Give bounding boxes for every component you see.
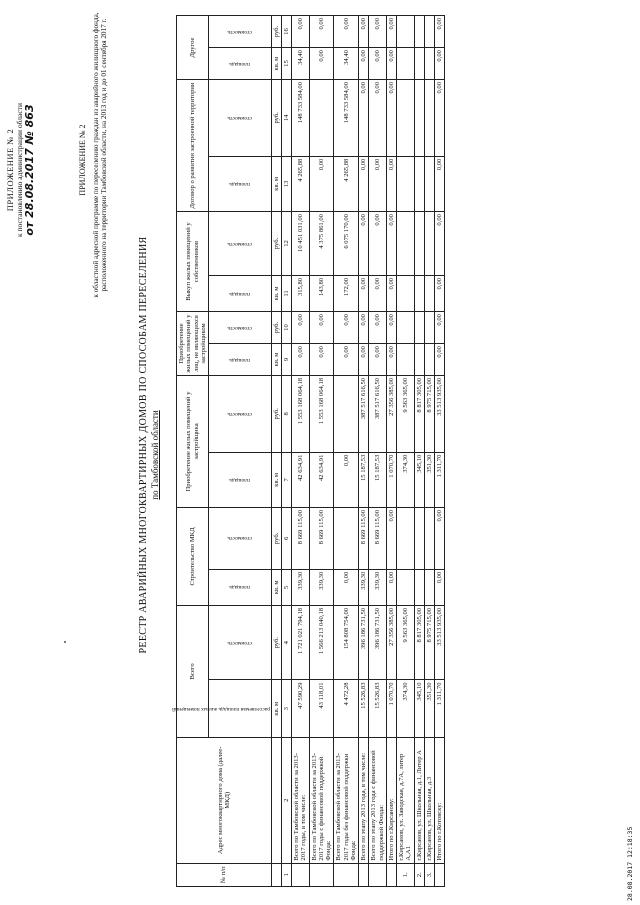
row-number xyxy=(334,863,359,886)
column-number: 5 xyxy=(282,569,292,605)
subheader-cost: стоимость xyxy=(209,375,272,452)
table-cell: 154 808 754,00 xyxy=(334,605,359,680)
registry-body xyxy=(292,16,445,887)
subheader-area: площадь xyxy=(209,156,272,211)
table-row xyxy=(292,16,310,887)
table-cell xyxy=(397,16,415,48)
column-number: 8 xyxy=(282,375,292,452)
table-row xyxy=(309,16,334,887)
table-cell xyxy=(397,48,415,80)
col-header-construction: Строительство МКД xyxy=(177,507,209,605)
table-cell: 0,00 xyxy=(359,16,369,48)
table-cell: 387 517 616,50 xyxy=(359,375,369,452)
table-cell xyxy=(424,507,434,569)
table-cell: 0,00 xyxy=(386,275,396,311)
table-cell: 0,00 xyxy=(386,16,396,48)
col-header-acquisition-developer: Приобретение жилых помещений у застройщика xyxy=(177,375,209,507)
document-title: РЕЕСТР АВАРИЙНЫХ МНОГОКВАРТИРНЫХ ДОМОВ ПО СПОСОБАМ ПЕРЕСЕЛЕНИЯ xyxy=(138,236,149,654)
column-number: 16 xyxy=(282,16,292,48)
table-cell xyxy=(424,16,434,48)
table-cell: 27 356 385,00 xyxy=(386,375,396,452)
column-number: 13 xyxy=(282,156,292,211)
table-cell: 8 669 115,00 xyxy=(309,507,334,569)
table-cell: 8 669 115,00 xyxy=(292,507,310,569)
column-number: 7 xyxy=(282,452,292,507)
table-cell xyxy=(334,507,359,569)
table-cell: 339,30 xyxy=(309,569,334,605)
unit-sqm: кв. м xyxy=(272,156,282,211)
table-cell: 0,00 xyxy=(309,156,334,211)
column-number: 10 xyxy=(282,312,292,344)
table-cell: 0,00 xyxy=(309,344,334,376)
table-cell xyxy=(397,275,415,311)
table-cell: 396 186 731,50 xyxy=(359,605,369,680)
subheader-cost: стоимость xyxy=(209,212,272,276)
table-cell: 33 513 935,00 xyxy=(435,605,445,680)
column-number: 4 xyxy=(282,605,292,680)
table-cell: 47 590,29 xyxy=(292,680,310,737)
document-subtitle: по Тамбовской области xyxy=(150,410,160,500)
table-cell: 0,00 xyxy=(334,569,359,605)
table-cell: 0,00 xyxy=(435,275,445,311)
table-row xyxy=(359,16,369,887)
table-cell: 1 566 213 040,18 xyxy=(309,605,334,680)
row-number xyxy=(386,863,396,886)
appendix-title-2: ПРИЛОЖЕНИЕ № 2 xyxy=(78,124,87,196)
table-cell: 0,00 xyxy=(435,507,445,569)
col-header-buyout: Выкуп жилых помещений у собственников xyxy=(177,212,209,312)
appendix-resolution-line: к постановлению администрации области xyxy=(14,103,24,237)
table-cell: 0,00 xyxy=(369,344,387,376)
table-row xyxy=(334,16,359,887)
column-number: 14 xyxy=(282,80,292,157)
table-cell: 0,00 xyxy=(359,275,369,311)
table-cell xyxy=(397,312,415,344)
table-cell: 351,30 xyxy=(424,452,434,507)
table-row xyxy=(369,16,387,887)
table-cell xyxy=(397,212,415,276)
unit-sqm: кв. м xyxy=(272,48,282,80)
table-cell: 1 311,70 xyxy=(435,452,445,507)
table-row xyxy=(397,16,415,887)
table-cell xyxy=(309,80,334,157)
column-number: 2 xyxy=(282,737,292,863)
table-cell: 1 553 168 064,18 xyxy=(309,375,334,452)
table-cell: 0,00 xyxy=(359,156,369,211)
unit-sqm: кв. м xyxy=(272,275,282,311)
table-cell: 27 356 385,00 xyxy=(386,605,396,680)
print-timestamp: 28.08.2017 12:18:35 xyxy=(626,826,634,901)
subheader-cost: стоимость xyxy=(209,16,272,48)
table-cell: 0,00 xyxy=(386,156,396,211)
units-row xyxy=(272,16,282,887)
table-cell: 8 975 715,00 xyxy=(424,375,434,452)
table-cell xyxy=(424,275,434,311)
col-header-address: Адрес многоквартирного дома (далее- МКД) xyxy=(177,737,272,863)
row-address: Всего по этапу 2013 года, в том числе: xyxy=(359,737,369,863)
table-cell: 15 187,53 xyxy=(359,452,369,507)
appendix-description: к областной адресной программе по переселению граждан из аварийного жилищного фонда, расположенного на территории Тамбовской области, на 2013 год и до 01 сентября 2017 г. xyxy=(92,12,109,298)
subheader-area: площадь xyxy=(209,48,272,80)
table-cell: 4 265,88 xyxy=(292,156,310,211)
table-row xyxy=(435,16,445,887)
table-row xyxy=(386,16,396,887)
row-number xyxy=(435,863,445,886)
row-address: Итого по г.Котовску: xyxy=(435,737,445,863)
unit-rub: руб. xyxy=(272,312,282,344)
unit-rub: руб. xyxy=(272,507,282,569)
table-cell xyxy=(414,48,424,80)
table-cell: 345,10 xyxy=(414,680,424,737)
table-cell xyxy=(334,375,359,452)
table-cell xyxy=(414,312,424,344)
table-cell xyxy=(397,507,415,569)
table-cell: 0,00 xyxy=(435,312,445,344)
table-cell xyxy=(414,16,424,48)
table-cell: 0,00 xyxy=(369,156,387,211)
table-cell: 0,00 xyxy=(369,80,387,157)
table-cell: 0,00 xyxy=(359,48,369,80)
table-cell: 0,00 xyxy=(359,212,369,276)
table-cell: 339,30 xyxy=(292,569,310,605)
unit-sqm: кв. м xyxy=(272,452,282,507)
row-address: Всего по Тамбовской области за 2013-2017 годы с финансовой поддержкой Фонда: xyxy=(309,737,334,863)
unit-sqm: кв. м xyxy=(272,680,282,737)
table-cell: 0,00 xyxy=(292,312,310,344)
table-cell: 4 472,28 xyxy=(334,680,359,737)
table-cell: 315,80 xyxy=(292,275,310,311)
table-cell: 8 817 305,00 xyxy=(414,375,424,452)
table-cell: 0,00 xyxy=(334,16,359,48)
table-cell xyxy=(397,344,415,376)
table-cell: 1 311,70 xyxy=(435,680,445,737)
column-number: 9 xyxy=(282,344,292,376)
unit-rub: руб. xyxy=(272,80,282,157)
table-cell: 0,00 xyxy=(386,507,396,569)
unit-rub: руб. xyxy=(272,605,282,680)
table-cell xyxy=(397,80,415,157)
table-cell xyxy=(414,80,424,157)
table-cell: 0,00 xyxy=(369,212,387,276)
table-cell: 8 817 305,00 xyxy=(414,605,424,680)
table-cell xyxy=(424,312,434,344)
table-cell: 43 118,01 xyxy=(309,680,334,737)
table-cell: 0,00 xyxy=(359,312,369,344)
row-address: г.Кирсанов, ул. Школьная, д.1, Литер А xyxy=(414,737,424,863)
table-cell: 0,00 xyxy=(369,275,387,311)
table-cell xyxy=(424,48,434,80)
table-cell xyxy=(424,344,434,376)
table-cell: 396 186 731,50 xyxy=(369,605,387,680)
table-cell: 6 075 170,00 xyxy=(334,212,359,276)
table-cell xyxy=(424,569,434,605)
header-row-groups xyxy=(177,16,209,887)
handwritten-date-number: от 28.08.2017 № 863 xyxy=(23,104,37,236)
table-cell: 0,00 xyxy=(386,80,396,157)
col-header-no: № п/п xyxy=(177,863,272,886)
column-number: 1 xyxy=(282,863,292,886)
table-cell: 351,30 xyxy=(424,680,434,737)
table-row xyxy=(414,16,424,887)
table-cell: 387 517 616,50 xyxy=(369,375,387,452)
table-cell xyxy=(414,212,424,276)
col-header-other: Другое xyxy=(177,16,209,80)
table-cell: 0,00 xyxy=(369,16,387,48)
table-cell: 0,00 xyxy=(334,344,359,376)
table-cell: 0,00 xyxy=(369,312,387,344)
subheader-area: площадь xyxy=(209,569,272,605)
table-cell: 0,00 xyxy=(435,80,445,157)
appendix-title: ПРИЛОЖЕНИЕ № 2 xyxy=(5,128,15,212)
table-cell: 0,00 xyxy=(369,48,387,80)
table-cell: 8 669 115,00 xyxy=(359,507,369,569)
row-address: Всего по этапу 2013 года с финансовой поддержкой Фонда: xyxy=(369,737,387,863)
table-cell: 374,30 xyxy=(397,452,415,507)
table-cell: 0,00 xyxy=(435,344,445,376)
unit-rub: руб. xyxy=(272,212,282,276)
table-cell xyxy=(397,156,415,211)
row-address: Итого по г.Кирсанову: xyxy=(386,737,396,863)
table-cell: 0,00 xyxy=(309,16,334,48)
row-number: 2. xyxy=(414,863,424,886)
row-address: Всего по Тамбовской области за 2013-2017 годы, в том числе: xyxy=(292,737,310,863)
table-cell: 1 070,70 xyxy=(386,680,396,737)
table-cell: 15 526,83 xyxy=(359,680,369,737)
subheader-cost: стоимость xyxy=(209,507,272,569)
subheader-area-total: расселяемая площадь жилых помещений xyxy=(209,680,272,737)
table-cell xyxy=(424,212,434,276)
table-cell xyxy=(414,507,424,569)
appendix-block xyxy=(6,35,37,305)
table-cell: 143,80 xyxy=(309,275,334,311)
table-cell: 0,00 xyxy=(359,344,369,376)
subheader-cost: стоимость xyxy=(209,80,272,157)
table-cell: 339,30 xyxy=(359,569,369,605)
table-cell: 0,00 xyxy=(309,312,334,344)
table-cell: 0,00 xyxy=(309,48,334,80)
col-header-acquisition-other: Приобретение жилых помещений у лиц, не являющихся застройщиком xyxy=(177,312,209,376)
table-row xyxy=(424,16,434,887)
unit-sqm: кв. м xyxy=(272,569,282,605)
row-address: г.Кирсанов, ул. Заводская, д.7А, литер А,А1 xyxy=(397,737,415,863)
scan-speck xyxy=(64,641,66,643)
table-cell xyxy=(414,156,424,211)
col-header-total: Всего xyxy=(177,605,209,737)
table-cell: 0,00 xyxy=(435,156,445,211)
table-cell: 33 513 935,00 xyxy=(435,375,445,452)
subheader-area: площадь xyxy=(209,452,272,507)
row-number xyxy=(359,863,369,886)
table-cell: 42 634,91 xyxy=(292,452,310,507)
table-cell: 0,00 xyxy=(386,48,396,80)
table-cell: 0,00 xyxy=(334,452,359,507)
table-cell xyxy=(424,80,434,157)
table-cell xyxy=(414,569,424,605)
table-cell: 42 634,91 xyxy=(309,452,334,507)
row-number xyxy=(369,863,387,886)
table-cell: 0,00 xyxy=(386,569,396,605)
table-cell: 15 187,53 xyxy=(369,452,387,507)
table-cell: 339,30 xyxy=(369,569,387,605)
row-number xyxy=(309,863,334,886)
table-cell: 172,00 xyxy=(334,275,359,311)
row-address: Всего по Тамбовской области за 2013-2017 годы без финансовой поддержки Фонда: xyxy=(334,737,359,863)
row-number: 3. xyxy=(424,863,434,886)
table-cell xyxy=(414,275,424,311)
table-cell: 1 721 021 794,18 xyxy=(292,605,310,680)
table-cell: 1 553 168 064,18 xyxy=(292,375,310,452)
column-number: 11 xyxy=(282,275,292,311)
unit-sqm: кв. м xyxy=(272,344,282,376)
table-cell: 34,40 xyxy=(292,48,310,80)
table-cell: 345,10 xyxy=(414,452,424,507)
table-cell: 374,30 xyxy=(397,680,415,737)
row-number: 1. xyxy=(397,863,415,886)
subheader-area: площадь xyxy=(209,344,272,376)
table-cell: 9 563 365,00 xyxy=(397,375,415,452)
table-cell: 0,00 xyxy=(386,212,396,276)
table-cell: 34,40 xyxy=(334,48,359,80)
column-number: 6 xyxy=(282,507,292,569)
col-header-development: Договор о развитии застроенной территории xyxy=(177,80,209,212)
table-cell xyxy=(424,156,434,211)
unit-rub: руб. xyxy=(272,16,282,48)
table-cell xyxy=(414,344,424,376)
table-cell: 0,00 xyxy=(435,569,445,605)
unit-rub: руб. xyxy=(272,375,282,452)
table-cell: 148 733 584,00 xyxy=(334,80,359,157)
subheader-cost: стоимость xyxy=(209,312,272,344)
table-cell: 1 070,70 xyxy=(386,452,396,507)
table-cell: 8 975 715,00 xyxy=(424,605,434,680)
row-number xyxy=(292,863,310,886)
column-numbers-row xyxy=(282,16,292,887)
column-number: 15 xyxy=(282,48,292,80)
registry-table xyxy=(172,15,445,887)
table-cell: 9 563 365,00 xyxy=(397,605,415,680)
column-number: 3 xyxy=(282,680,292,737)
subheader-area: площадь xyxy=(209,275,272,311)
table-cell: 0,00 xyxy=(386,344,396,376)
table-cell: 15 526,83 xyxy=(369,680,387,737)
table-cell: 4 375 861,00 xyxy=(309,212,334,276)
subheader-cost: стоимость xyxy=(209,605,272,680)
table-cell: 148 733 584,00 xyxy=(292,80,310,157)
table-cell: 8 669 115,00 xyxy=(369,507,387,569)
table-cell: 0,00 xyxy=(359,80,369,157)
column-number: 12 xyxy=(282,212,292,276)
table-cell: 0,00 xyxy=(292,16,310,48)
table-cell: 0,00 xyxy=(334,312,359,344)
table-cell: 0,00 xyxy=(435,16,445,48)
table-cell: 0,00 xyxy=(386,312,396,344)
table-cell xyxy=(397,569,415,605)
table-cell: 10 451 031,00 xyxy=(292,212,310,276)
table-cell: 0,00 xyxy=(292,344,310,376)
row-address: г.Кирсанов, ул. Школьная, д.3 xyxy=(424,737,434,863)
table-cell: 0,00 xyxy=(435,212,445,276)
table-cell: 4 265,88 xyxy=(334,156,359,211)
table-cell: 0,00 xyxy=(435,48,445,80)
